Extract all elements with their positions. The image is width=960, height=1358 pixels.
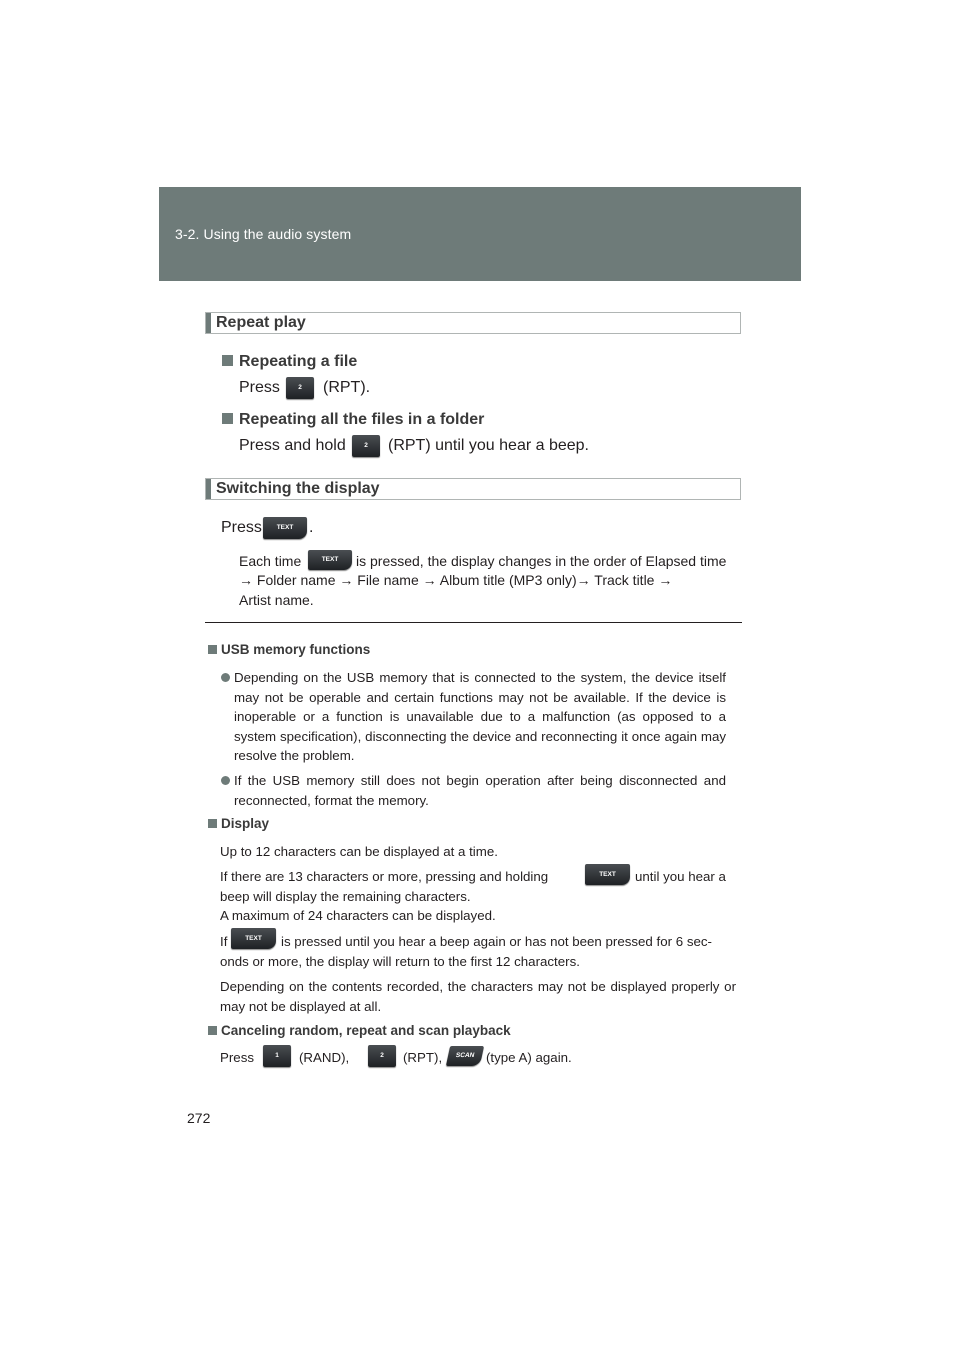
canceling-heading: Canceling random, repeat and scan playback (208, 1023, 511, 1038)
square-bullet-icon (208, 1026, 217, 1035)
text-button-icon: TEXT (308, 550, 352, 570)
display-para-2c: beep will display the remaining characters. (220, 889, 471, 904)
each-time-label: Each time (239, 553, 302, 569)
preset-1-button-icon: 1 (263, 1045, 291, 1067)
repeat-play-title: Repeat play (216, 314, 306, 331)
repeat-play-heading-bar (205, 312, 741, 334)
press-text-label: Press (221, 519, 262, 536)
switching-display-title: Switching the display (216, 480, 380, 497)
switching-display-heading-bar (205, 478, 741, 500)
cancel-press-label: Press (220, 1050, 254, 1065)
usb-functions-heading: USB memory functions (208, 642, 370, 657)
divider (205, 622, 742, 623)
display-para-2a: If there are 13 characters or more, pressing and holding (220, 869, 549, 884)
square-bullet-icon (208, 645, 217, 654)
circle-bullet-icon (221, 776, 230, 785)
repeating-file-heading: Repeating a file (222, 353, 357, 371)
display-para-3a: If (220, 934, 228, 949)
display-order-line3: Artist name. (239, 592, 314, 608)
text-button-icon: TEXT (263, 517, 307, 539)
display-order-line1: is pressed, the display changes in the order of Elapsed time (356, 553, 727, 569)
rpt-label: (RPT). (323, 379, 371, 396)
display-para-2b: until you hear a (635, 869, 726, 884)
rand-label: (RAND), (299, 1050, 350, 1065)
type-a-label: (type A) again. (486, 1050, 572, 1065)
press-label: Press (239, 379, 280, 396)
display-order-line2: → Folder name → File name → Album title (MP3 only)→ Track title → (239, 572, 673, 588)
repeating-folder-heading: Repeating all the files in a folder (222, 411, 484, 429)
display-para-1: Up to 12 characters can be displayed at a time. (220, 844, 498, 859)
preset-2-button-icon: 2 (286, 377, 314, 399)
display-para-3c: onds or more, the display will return to the first 12 characters. (220, 954, 580, 969)
display-para-4: Depending on the contents recorded, the characters may not be displayed properly or may not be displayed at all. (220, 979, 736, 1014)
square-bullet-icon (208, 819, 217, 828)
square-bullet-icon (222, 355, 233, 366)
rpt-hold-label: (RPT) until you hear a beep. (388, 437, 589, 454)
text-button-icon: TEXT (231, 928, 276, 949)
preset-2-button-icon: 2 (368, 1045, 396, 1067)
display-para-2d: A maximum of 24 characters can be displayed. (220, 908, 496, 923)
text-button-icon: TEXT (585, 864, 630, 885)
square-bullet-icon (222, 413, 233, 424)
usb-bullet-2: If the USB memory still does not begin operation after being disconnected and reconnected, format the memory. (234, 773, 726, 808)
section-title: 3-2. Using the audio system (175, 226, 352, 242)
display-para-3b: is pressed until you hear a beep again or has not been pressed for 6 sec- (281, 934, 712, 949)
display-heading: Display (208, 816, 269, 831)
usb-bullet-1: Depending on the USB memory that is connected to the system, the device itself may not be operable and certain functions may not be available. If the device is inoperable or a function is unavailable due to a malfunction (as opposed to a system specification), disconnecting the device and reconnecting it once again may resolve the problem. (234, 670, 726, 763)
preset-2-button-icon: 2 (352, 435, 380, 457)
scan-button-icon: SCAN (446, 1046, 484, 1066)
section-header (159, 187, 801, 281)
page-number: 272 (187, 1110, 211, 1126)
press-hold-label: Press and hold (239, 437, 346, 454)
period: . (309, 519, 314, 536)
cancel-rpt-label: (RPT), (403, 1050, 443, 1065)
circle-bullet-icon (221, 673, 230, 682)
